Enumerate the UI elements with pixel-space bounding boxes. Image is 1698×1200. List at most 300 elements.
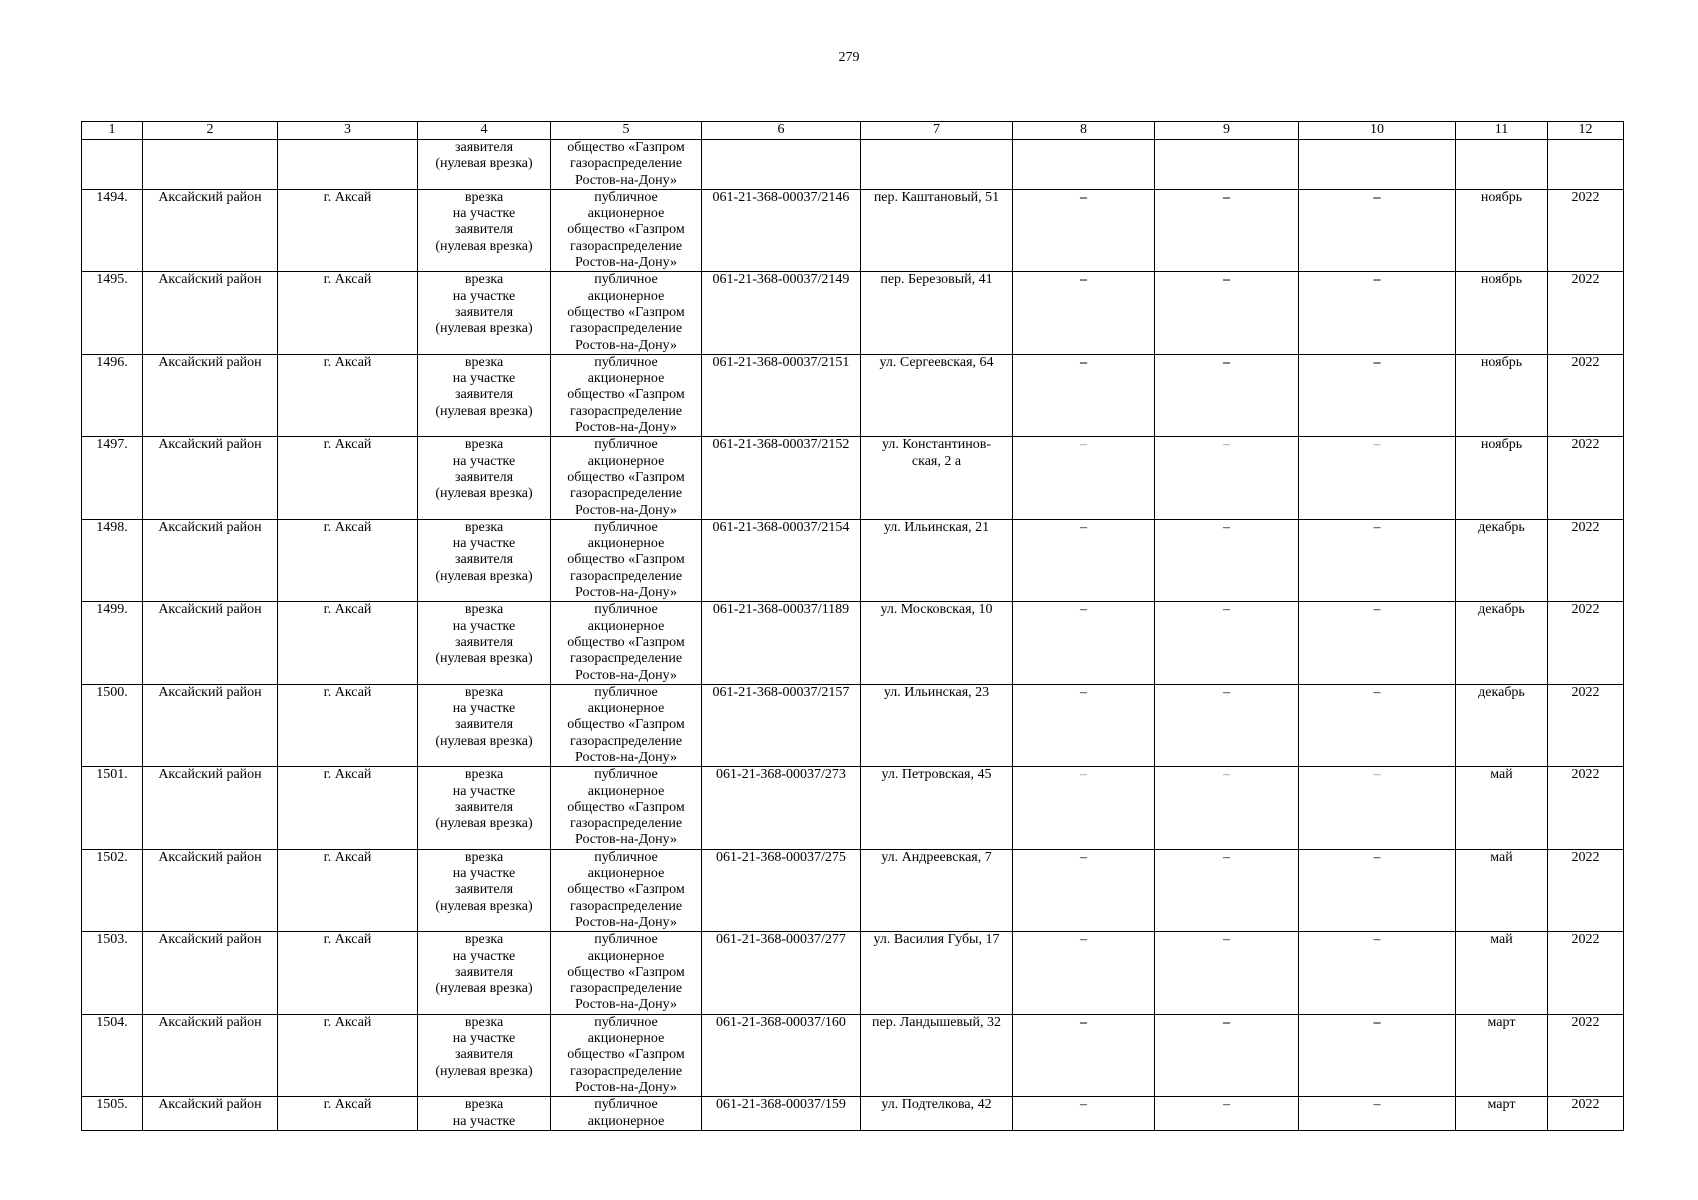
cell-line: публичное xyxy=(594,437,658,453)
cell-col9 xyxy=(1155,519,1299,601)
cell-col9 xyxy=(1155,932,1299,1014)
cell-line: на участке xyxy=(452,618,516,634)
cell-line: врезка xyxy=(464,1097,504,1113)
register-table xyxy=(81,121,1624,1131)
cell-connection-type xyxy=(418,189,551,271)
cell-address xyxy=(861,684,1013,766)
cell-locality: г. Аксай xyxy=(278,272,418,354)
table-row xyxy=(82,1014,1624,1096)
cell-line: заявителя xyxy=(454,964,514,980)
cell-district: Аксайский район xyxy=(143,437,278,519)
cell-month: ноябрь xyxy=(1456,354,1548,436)
cell-line: общество «Газпром xyxy=(567,140,685,155)
cell-district: Аксайский район xyxy=(143,354,278,436)
cell-line: заявителя xyxy=(454,717,514,733)
cell-code: 061-21-368-00037/2154 xyxy=(702,519,861,601)
dash-mark: – xyxy=(1373,602,1381,618)
table-row xyxy=(82,272,1624,354)
cell-col10 xyxy=(1299,684,1456,766)
cell-line: акционерное xyxy=(587,1113,665,1129)
dash-mark: – xyxy=(1373,932,1381,948)
cell-line: газораспределение xyxy=(569,403,683,419)
cell-address xyxy=(861,602,1013,684)
cell-line: ул. Василия Губы, 17 xyxy=(873,932,1000,948)
cell-line: Ростов-на-Дону» xyxy=(575,667,677,683)
cell-month: май xyxy=(1456,767,1548,849)
cell-line: акционерное xyxy=(587,948,665,964)
cell-year: 2022 xyxy=(1548,189,1624,271)
dash-mark: – xyxy=(1223,1014,1230,1030)
cell-col8 xyxy=(1013,767,1155,849)
column-header: 12 xyxy=(1548,122,1624,140)
cell-district: Аксайский район xyxy=(143,602,278,684)
cell-district: Аксайский район xyxy=(143,272,278,354)
cell-col9 xyxy=(1155,1014,1299,1096)
cell-line: публичное xyxy=(594,602,658,618)
cell-code: 061-21-368-00037/2151 xyxy=(702,354,861,436)
cell-code: 061-21-368-00037/2157 xyxy=(702,684,861,766)
cell-col9 xyxy=(1155,437,1299,519)
cell-line: Ростов-на-Дону» xyxy=(575,585,677,601)
cell-line: (нулевая врезка) xyxy=(435,898,533,914)
table-row xyxy=(82,767,1624,849)
cell-line: газораспределение xyxy=(569,1063,683,1079)
cell-col8 xyxy=(1013,1014,1155,1096)
cell-line: заявителя xyxy=(454,304,514,320)
cell-locality: г. Аксай xyxy=(278,1014,418,1096)
cell-line: ул. Константинов- xyxy=(881,437,992,453)
cell-number: 1504. xyxy=(82,1014,143,1096)
dash-mark: – xyxy=(1223,189,1230,205)
dash-mark: – xyxy=(1223,849,1230,865)
cell-line: заявителя xyxy=(454,222,514,238)
cell-locality: г. Аксай xyxy=(278,684,418,766)
cell-line: на участке xyxy=(452,371,516,387)
table-header xyxy=(82,122,1624,140)
cell-line: общество «Газпром xyxy=(567,469,685,485)
cell-line: публичное xyxy=(594,767,658,783)
dash-mark: – xyxy=(1373,849,1381,865)
dash-mark: – xyxy=(1080,1097,1087,1113)
cell-locality: г. Аксай xyxy=(278,1097,418,1131)
cell-line: публичное xyxy=(594,354,658,370)
dash-mark: – xyxy=(1080,354,1087,370)
cell-code: 061-21-368-00037/273 xyxy=(702,767,861,849)
column-header: 5 xyxy=(551,122,702,140)
cell-code xyxy=(702,140,861,190)
cell-col10 xyxy=(1299,189,1456,271)
cell-col10 xyxy=(1299,519,1456,601)
cell-col10 xyxy=(1299,437,1456,519)
cell-line: Ростов-на-Дону» xyxy=(575,255,677,271)
cell-col9 xyxy=(1155,602,1299,684)
cell-year: 2022 xyxy=(1548,437,1624,519)
cell-connection-type xyxy=(418,849,551,931)
cell-address xyxy=(861,932,1013,1014)
table-row xyxy=(82,1097,1624,1131)
cell-locality: г. Аксай xyxy=(278,354,418,436)
cell-address xyxy=(861,437,1013,519)
cell-col8 xyxy=(1013,849,1155,931)
dash-mark: – xyxy=(1373,437,1381,453)
cell-col9 xyxy=(1155,1097,1299,1131)
cell-line: газораспределение xyxy=(569,898,683,914)
cell-line: врезка xyxy=(464,1014,504,1030)
cell-col8 xyxy=(1013,932,1155,1014)
cell-col9 xyxy=(1155,189,1299,271)
cell-number: 1500. xyxy=(82,684,143,766)
cell-line: Ростов-на-Дону» xyxy=(575,749,677,765)
column-header: 4 xyxy=(418,122,551,140)
cell-line: заявителя xyxy=(454,140,514,155)
cell-connection-type xyxy=(418,1097,551,1131)
cell-line: врезка xyxy=(464,272,504,288)
cell-line: газораспределение xyxy=(569,486,683,502)
cell-address xyxy=(861,519,1013,601)
cell-line: врезка xyxy=(464,767,504,783)
cell-col10 xyxy=(1299,1097,1456,1131)
dash-mark: – xyxy=(1080,189,1087,205)
cell-month: март xyxy=(1456,1097,1548,1131)
cell-locality xyxy=(278,140,418,190)
cell-line: газораспределение xyxy=(569,651,683,667)
cell-year: 2022 xyxy=(1548,272,1624,354)
table-row xyxy=(82,849,1624,931)
cell-line: акционерное xyxy=(587,866,665,882)
cell-line: Ростов-на-Дону» xyxy=(575,172,677,188)
cell-line: (нулевая врезка) xyxy=(435,486,533,502)
cell-line: газораспределение xyxy=(569,568,683,584)
cell-line: заявителя xyxy=(454,387,514,403)
dash-mark: – xyxy=(1373,1014,1381,1030)
dash-mark: – xyxy=(1223,437,1230,453)
cell-connection-type xyxy=(418,602,551,684)
cell-line: ул. Подтелкова, 42 xyxy=(881,1097,992,1113)
cell-line: врезка xyxy=(464,519,504,535)
cell-number: 1494. xyxy=(82,189,143,271)
cell-col8 xyxy=(1013,519,1155,601)
cell-line: заявителя xyxy=(454,552,514,568)
cell-col10 xyxy=(1299,1014,1456,1096)
cell-district: Аксайский район xyxy=(143,684,278,766)
cell-organization xyxy=(551,932,702,1014)
cell-number: 1495. xyxy=(82,272,143,354)
cell-line: Ростов-на-Дону» xyxy=(575,997,677,1013)
dash-mark: – xyxy=(1223,932,1230,948)
continuation-row xyxy=(82,140,1624,190)
cell-line: ская, 2 а xyxy=(911,453,962,469)
cell-number: 1501. xyxy=(82,767,143,849)
table-row xyxy=(82,932,1624,1014)
cell-month: май xyxy=(1456,849,1548,931)
cell-line: врезка xyxy=(464,684,504,700)
cell-line: акционерное xyxy=(587,783,665,799)
cell-code: 061-21-368-00037/1189 xyxy=(702,602,861,684)
cell-month: декабрь xyxy=(1456,684,1548,766)
cell-year: 2022 xyxy=(1548,849,1624,931)
cell-line: (нулевая врезка) xyxy=(435,156,533,172)
cell-line: врезка xyxy=(464,602,504,618)
cell-line: (нулевая врезка) xyxy=(435,568,533,584)
cell-col9 xyxy=(1155,140,1299,190)
cell-organization xyxy=(551,354,702,436)
cell-line: на участке xyxy=(452,288,516,304)
cell-number: 1498. xyxy=(82,519,143,601)
cell-locality: г. Аксай xyxy=(278,519,418,601)
cell-col8 xyxy=(1013,272,1155,354)
cell-line: публичное xyxy=(594,189,658,205)
cell-address xyxy=(861,189,1013,271)
cell-year xyxy=(1548,140,1624,190)
column-header: 1 xyxy=(82,122,143,140)
dash-mark: – xyxy=(1373,189,1381,205)
dash-mark: – xyxy=(1223,602,1230,618)
dash-mark: – xyxy=(1080,849,1087,865)
cell-address xyxy=(861,849,1013,931)
table-row xyxy=(82,437,1624,519)
cell-line: на участке xyxy=(452,206,516,222)
column-header: 2 xyxy=(143,122,278,140)
table-row xyxy=(82,602,1624,684)
cell-line: (нулевая врезка) xyxy=(435,1063,533,1079)
cell-organization xyxy=(551,767,702,849)
cell-line: общество «Газпром xyxy=(567,304,685,320)
cell-month: декабрь xyxy=(1456,602,1548,684)
cell-col9 xyxy=(1155,849,1299,931)
cell-district: Аксайский район xyxy=(143,189,278,271)
cell-code: 061-21-368-00037/2152 xyxy=(702,437,861,519)
dash-mark: – xyxy=(1080,932,1087,948)
cell-line: на участке xyxy=(452,948,516,964)
cell-organization xyxy=(551,849,702,931)
cell-col10 xyxy=(1299,354,1456,436)
cell-organization xyxy=(551,684,702,766)
cell-col9 xyxy=(1155,684,1299,766)
cell-line: на участке xyxy=(452,453,516,469)
cell-col8 xyxy=(1013,437,1155,519)
cell-line: (нулевая врезка) xyxy=(435,403,533,419)
cell-line: Ростов-на-Дону» xyxy=(575,1079,677,1095)
cell-line: (нулевая врезка) xyxy=(435,651,533,667)
cell-line: публичное xyxy=(594,849,658,865)
cell-line: газораспределение xyxy=(569,156,683,172)
cell-month: ноябрь xyxy=(1456,272,1548,354)
cell-code: 061-21-368-00037/2149 xyxy=(702,272,861,354)
column-header: 8 xyxy=(1013,122,1155,140)
cell-organization xyxy=(551,272,702,354)
cell-line: ул. Ильинская, 21 xyxy=(883,519,990,535)
cell-line: газораспределение xyxy=(569,981,683,997)
cell-line: пер. Ландышевый, 32 xyxy=(872,1014,1001,1030)
cell-organization xyxy=(551,437,702,519)
cell-col8 xyxy=(1013,354,1155,436)
cell-line: врезка xyxy=(464,437,504,453)
page-number: 279 xyxy=(838,50,860,65)
cell-year: 2022 xyxy=(1548,767,1624,849)
dash-mark: – xyxy=(1080,437,1087,453)
table-row xyxy=(82,684,1624,766)
cell-line: (нулевая врезка) xyxy=(435,981,533,997)
cell-locality: г. Аксай xyxy=(278,767,418,849)
cell-address xyxy=(861,1097,1013,1131)
cell-locality: г. Аксай xyxy=(278,602,418,684)
cell-number: 1503. xyxy=(82,932,143,1014)
cell-month xyxy=(1456,140,1548,190)
cell-number xyxy=(82,140,143,190)
cell-line: ул. Московская, 10 xyxy=(880,602,993,618)
cell-col10 xyxy=(1299,932,1456,1014)
dash-mark: – xyxy=(1223,767,1230,783)
column-header: 3 xyxy=(278,122,418,140)
cell-col8 xyxy=(1013,602,1155,684)
cell-code: 061-21-368-00037/2146 xyxy=(702,189,861,271)
cell-organization xyxy=(551,189,702,271)
cell-line: (нулевая врезка) xyxy=(435,733,533,749)
cell-line: акционерное xyxy=(587,371,665,387)
cell-address xyxy=(861,272,1013,354)
cell-line: акционерное xyxy=(587,1031,665,1047)
cell-col8 xyxy=(1013,140,1155,190)
cell-line: общество «Газпром xyxy=(567,222,685,238)
dash-mark: – xyxy=(1080,272,1087,288)
cell-line: публичное xyxy=(594,1097,658,1113)
cell-line: на участке xyxy=(452,783,516,799)
dash-mark: – xyxy=(1080,767,1087,783)
cell-address xyxy=(861,354,1013,436)
column-header: 6 xyxy=(702,122,861,140)
cell-line: на участке xyxy=(452,866,516,882)
cell-line: пер. Каштановый, 51 xyxy=(873,189,1000,205)
dash-mark: – xyxy=(1373,519,1381,535)
cell-line: заявителя xyxy=(454,469,514,485)
column-header: 10 xyxy=(1299,122,1456,140)
cell-month: март xyxy=(1456,1014,1548,1096)
cell-connection-type xyxy=(418,354,551,436)
cell-line: газораспределение xyxy=(569,733,683,749)
cell-district: Аксайский район xyxy=(143,1097,278,1131)
cell-organization xyxy=(551,1014,702,1096)
cell-district: Аксайский район xyxy=(143,849,278,931)
cell-line: общество «Газпром xyxy=(567,387,685,403)
cell-line: врезка xyxy=(464,354,504,370)
cell-line: пер. Березовый, 41 xyxy=(880,272,993,288)
cell-line: ул. Андреевская, 7 xyxy=(881,849,992,865)
cell-line: общество «Газпром xyxy=(567,717,685,733)
cell-line: публичное xyxy=(594,272,658,288)
cell-line: врезка xyxy=(464,932,504,948)
cell-line: публичное xyxy=(594,932,658,948)
cell-connection-type xyxy=(418,1014,551,1096)
cell-line: (нулевая врезка) xyxy=(435,816,533,832)
table-row xyxy=(82,519,1624,601)
cell-connection-type xyxy=(418,932,551,1014)
cell-district: Аксайский район xyxy=(143,1014,278,1096)
cell-connection-type xyxy=(418,437,551,519)
cell-line: публичное xyxy=(594,1014,658,1030)
cell-year: 2022 xyxy=(1548,932,1624,1014)
cell-district: Аксайский район xyxy=(143,519,278,601)
cell-district xyxy=(143,140,278,190)
cell-organization xyxy=(551,1097,702,1131)
cell-col9 xyxy=(1155,354,1299,436)
cell-line: общество «Газпром xyxy=(567,634,685,650)
cell-col10 xyxy=(1299,767,1456,849)
dash-mark: – xyxy=(1223,354,1230,370)
cell-code: 061-21-368-00037/160 xyxy=(702,1014,861,1096)
column-header: 11 xyxy=(1456,122,1548,140)
cell-line: заявителя xyxy=(454,634,514,650)
cell-month: ноябрь xyxy=(1456,189,1548,271)
dash-mark: – xyxy=(1373,354,1381,370)
cell-line: Ростов-на-Дону» xyxy=(575,914,677,930)
cell-locality: г. Аксай xyxy=(278,849,418,931)
dash-mark: – xyxy=(1223,272,1230,288)
cell-col10 xyxy=(1299,272,1456,354)
cell-year: 2022 xyxy=(1548,684,1624,766)
cell-year: 2022 xyxy=(1548,602,1624,684)
cell-address xyxy=(861,140,1013,190)
dash-mark: – xyxy=(1373,1097,1381,1113)
cell-line: акционерное xyxy=(587,206,665,222)
cell-district: Аксайский район xyxy=(143,932,278,1014)
dash-mark: – xyxy=(1223,519,1230,535)
cell-col10 xyxy=(1299,140,1456,190)
cell-line: общество «Газпром xyxy=(567,964,685,980)
cell-line: ул. Ильинская, 23 xyxy=(883,684,990,700)
cell-line: на участке xyxy=(452,701,516,717)
cell-organization xyxy=(551,519,702,601)
table-row xyxy=(82,354,1624,436)
cell-district: Аксайский район xyxy=(143,767,278,849)
cell-line: газораспределение xyxy=(569,238,683,254)
dash-mark: – xyxy=(1223,684,1230,700)
cell-line: акционерное xyxy=(587,288,665,304)
cell-number: 1497. xyxy=(82,437,143,519)
dash-mark: – xyxy=(1080,602,1087,618)
column-header: 7 xyxy=(861,122,1013,140)
cell-line: общество «Газпром xyxy=(567,1047,685,1063)
cell-line: заявителя xyxy=(454,1047,514,1063)
cell-month: май xyxy=(1456,932,1548,1014)
cell-code: 061-21-368-00037/159 xyxy=(702,1097,861,1131)
cell-col8 xyxy=(1013,189,1155,271)
header-row xyxy=(82,122,1624,140)
cell-month: декабрь xyxy=(1456,519,1548,601)
cell-line: газораспределение xyxy=(569,816,683,832)
cell-code: 061-21-368-00037/275 xyxy=(702,849,861,931)
cell-number: 1499. xyxy=(82,602,143,684)
cell-line: акционерное xyxy=(587,701,665,717)
cell-line: заявителя xyxy=(454,799,514,815)
cell-line: акционерное xyxy=(587,618,665,634)
cell-line: ул. Сергеевская, 64 xyxy=(879,354,994,370)
cell-organization xyxy=(551,140,702,190)
cell-line: акционерное xyxy=(587,453,665,469)
cell-col10 xyxy=(1299,602,1456,684)
cell-line: Ростов-на-Дону» xyxy=(575,420,677,436)
cell-col9 xyxy=(1155,767,1299,849)
cell-col8 xyxy=(1013,1097,1155,1131)
cell-line: заявителя xyxy=(454,882,514,898)
table-body xyxy=(82,140,1624,1131)
cell-line: публичное xyxy=(594,519,658,535)
cell-address xyxy=(861,1014,1013,1096)
cell-year: 2022 xyxy=(1548,1014,1624,1096)
cell-connection-type xyxy=(418,519,551,601)
cell-line: Ростов-на-Дону» xyxy=(575,502,677,518)
cell-organization xyxy=(551,602,702,684)
cell-connection-type xyxy=(418,767,551,849)
